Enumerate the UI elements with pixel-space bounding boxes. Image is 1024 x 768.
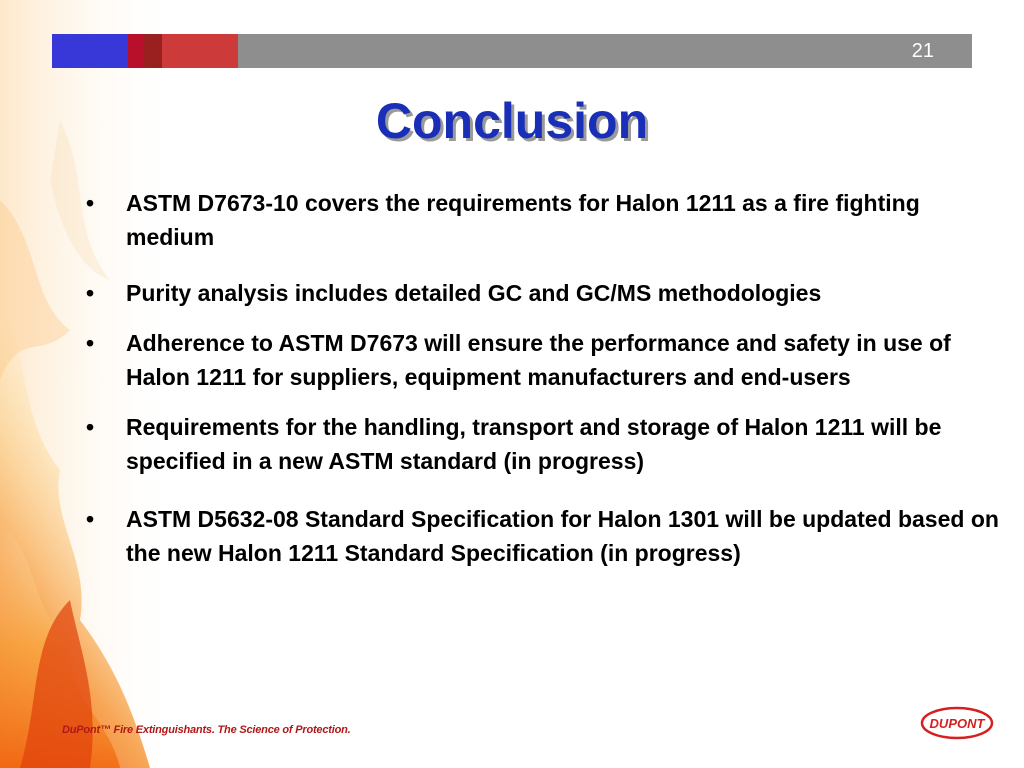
bullet-text: Requirements for the handling, transport and storage of Halon 1211 will be specified in a new ASTM standard (in progress) [126,414,942,474]
bullet-text: ASTM D5632-08 Standard Specification for Halon 1301 will be updated based on the new Halon 1211 Standard Specification (in progress) [126,506,999,566]
bullet-item [84,502,999,570]
bullet-marker: • [86,506,95,532]
bullet-marker: • [86,330,95,356]
page-number: 21 [911,40,934,62]
header-bar-red-segment [128,34,144,68]
header-bar-gray-segment [238,34,972,68]
bullet-list [84,186,999,570]
bullet-marker: • [86,280,95,306]
slide-title: Conclusion [375,93,649,149]
header-bar-darkred-segment [144,34,162,68]
bullet-item [84,410,999,478]
header-bar-red-segment-2 [162,34,238,68]
header-bar [52,34,972,68]
footer-tagline: DuPont™ Fire Extinguishants. The Science of Protection. [62,724,351,736]
bullet-marker: • [86,414,95,440]
bullet-text: ASTM D7673-10 covers the requirements for Halon 1211 as a fire fighting medium [126,190,920,250]
bullet-text: Purity analysis includes detailed GC and GC/MS methodologies [126,280,822,306]
bullet-marker: • [86,190,95,216]
dupont-oval-logo-icon [920,706,994,740]
bullet-item [84,326,999,394]
bullet-item [84,276,999,310]
bullet-text: Adherence to ASTM D7673 will ensure the performance and safety in use of Halon 1211 for suppliers, equipment manufacturers and end-users [126,330,951,390]
header-bar-blue-segment [52,34,128,68]
bullet-item [84,186,999,254]
logo-text: DUPONT [929,716,985,731]
